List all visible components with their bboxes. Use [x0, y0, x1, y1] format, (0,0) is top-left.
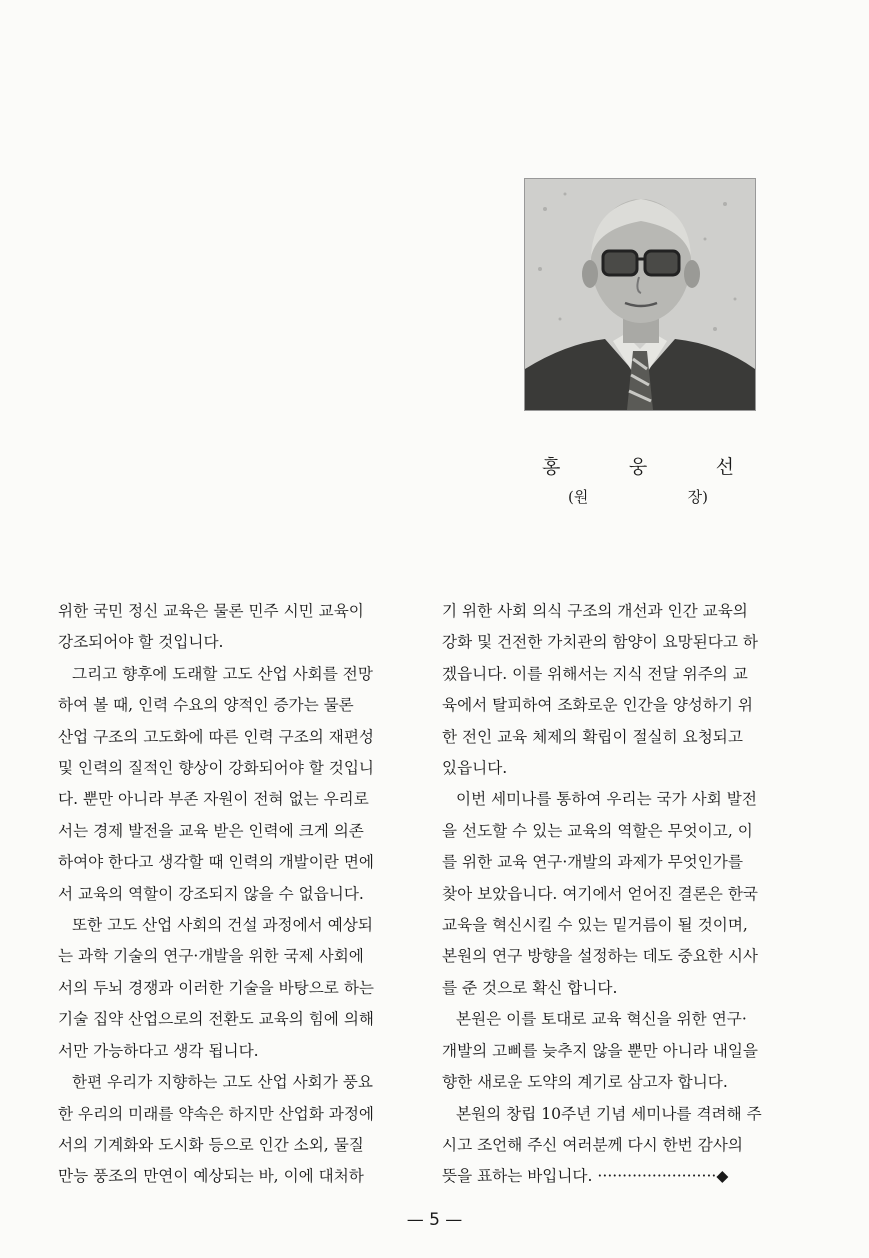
text-line: 기 위한 사회 의식 구조의 개선과 인간 교육의	[442, 602, 748, 620]
text-line: 하여 볼 때, 인력 수요의 양적인 증가는 물론	[58, 696, 354, 715]
text-line: 만능 풍조의 만연이 예상되는 바, 이에 대처하	[58, 1167, 364, 1186]
text-line: 그리고 향후에 도래할 고도 산업 사회를 전망	[72, 664, 373, 683]
text-line: 있읍니다.	[442, 759, 508, 778]
text-line: 또한 고도 산업 사회의 건설 과정에서 예상되	[72, 916, 373, 935]
text-line: 서만 가능하다고 생각 됩니다.	[58, 1041, 259, 1060]
page-number: — 5 —	[406, 1210, 463, 1230]
text-line: 본원의 연구 방향을 설정하는 데도 중요한 시사	[442, 947, 758, 966]
text-line: 한 우리의 미래를 약속은 하지만 산업화 과정에	[58, 1104, 374, 1123]
text-line: 육에서 탈피하여 조화로운 인간을 양성하기 위	[442, 696, 753, 715]
text-line: 강화 및 건전한 가치관의 함양이 요망된다고 하	[442, 633, 758, 652]
person-name	[520, 452, 760, 479]
role-part: 장)	[687, 488, 708, 506]
right-column	[442, 596, 814, 1193]
text-line: 서의 두뇌 경쟁과 이러한 기술을 바탕으로 하는	[58, 978, 374, 997]
text-line: 다. 뿐만 아니라 부존 자원이 전혀 없는 우리로	[58, 790, 369, 809]
text-line: 한편 우리가 지향하는 고도 산업 사회가 풍요	[72, 1073, 373, 1092]
text-line: 교육을 혁신시킬 수 있는 밑거름이 될 것이며,	[442, 916, 748, 935]
text-line: 겠읍니다. 이를 위해서는 지식 전달 위주의 교	[442, 664, 748, 683]
text-line: 본원은 이를 토대로 교육 혁신을 위한 연구·	[456, 1010, 747, 1029]
name-char: 웅	[628, 456, 652, 478]
text-line: 서 교육의 역할이 강조되지 않을 수 없읍니다.	[58, 884, 364, 903]
text-line: 찾아 보았읍니다. 여기에서 얻어진 결론은 한국	[442, 884, 758, 903]
text-line: 강조되어야 할 것입니다.	[58, 633, 224, 652]
text-line: 를 준 것으로 확신 합니다.	[442, 978, 618, 997]
person-role	[568, 486, 708, 507]
portrait-photo	[524, 178, 756, 411]
role-part: (원	[568, 488, 589, 506]
text-line: 향한 새로운 도약의 계기로 삼고자 합니다.	[442, 1073, 728, 1092]
text-line: 위한 국민 정신 교육은 물론 민주 시민 교육이	[58, 602, 364, 620]
text-line: 본원의 창립 10주년 기념 세미나를 격려해 주	[456, 1104, 762, 1123]
text-line: 는 과학 기술의 연구·개발을 위한 국제 사회에	[58, 947, 364, 966]
text-line: 산업 구조의 고도화에 따른 인력 구조의 재편성	[58, 727, 374, 746]
text-line: 뜻을 표하는 바입니다. ························◆	[442, 1167, 729, 1186]
left-column	[58, 596, 426, 1193]
text-line: 하여야 한다고 생각할 때 인력의 개발이란 면에	[58, 853, 374, 872]
text-line: 기술 집약 산업으로의 전환도 교육의 힘에 의해	[58, 1010, 374, 1029]
text-line: 한 전인 교육 체제의 확립이 절실히 요청되고	[442, 727, 743, 746]
text-line: 시고 조언해 주신 여러분께 다시 한번 감사의	[442, 1135, 743, 1154]
text-line: 서의 기계화와 도시화 등으로 인간 소외, 물질	[58, 1135, 364, 1154]
name-char: 홍	[542, 456, 565, 478]
text-line: 서는 경제 발전을 교육 받은 인력에 크게 의존	[58, 821, 364, 840]
text-line: 개발의 고삐를 늦추지 않을 뿐만 아니라 내일을	[442, 1041, 758, 1060]
text-line: 및 인력의 질적인 향상이 강화되어야 할 것입니	[58, 759, 374, 778]
text-line: 이번 세미나를 통하여 우리는 국가 사회 발전	[456, 790, 757, 809]
text-line: 을 선도할 수 있는 교육의 역할은 무엇이고, 이	[442, 821, 753, 840]
text-line: 를 위한 교육 연구·개발의 과제가 무엇인가를	[442, 853, 743, 872]
name-char: 선	[715, 456, 738, 478]
